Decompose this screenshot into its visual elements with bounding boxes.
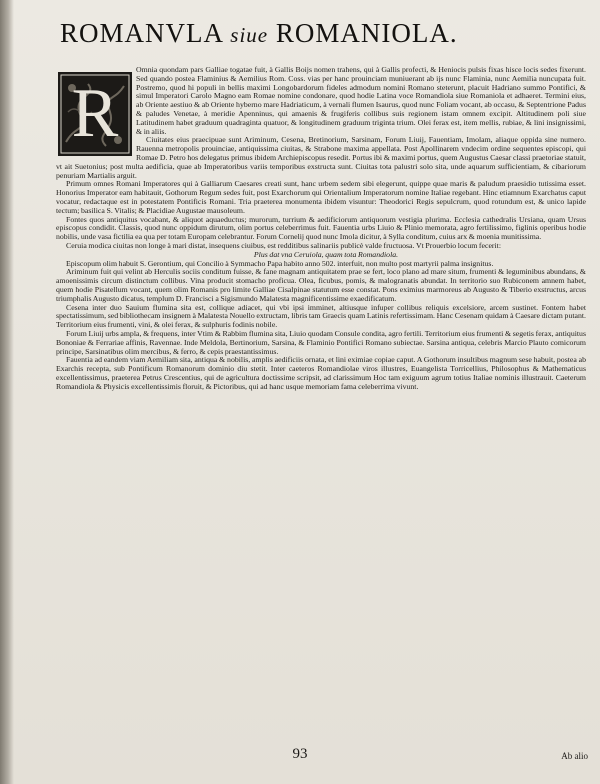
paragraph: Ariminum fuit qui velint ab Herculis sociis conditum fuisse, & fane magnam antiquitatem prae se fert, loco plano ad mare situm, frumenti & leguminibus abundans, & amoenissimis circum distinctum collibus. Vina producit stomacho proficua. Olea, ficubus, pomis, & malogranatis abundat. In territorio suo Rubiconem amnem habet, quem hodie Pisatellum vocant, quem olim Romanis pro limite Galliae Cisalpinae statutum esse constat. Pons eximius marmoreus ab Augusto & Tiberio exstructus, arcus triumphalis Augusto dicatus, templum D. Francisci a Sigismundo Malatesta magnificentissime exaedificatum. [56, 267, 586, 303]
page-number: 93 [292, 746, 308, 762]
paragraph: Fauentia ad eandem viam Aemiliam sita, antiqua & nobilis, amplis aedificiis ornata, et lini eximiae copiae caput. A Gothorum insultibus magnum sese habuit, postea ab Exarchis recepta, sub Pontificum Romanorum dominio diu stetit. Inter caeteros Romandiolae viros illustres, Euangelista Torricellius, Philosophus & Mathematicus excellentissimus, praeterea Petrus Crescentius, qui de agricultura doctissime scripsit, ad clarissimum Hoc tam exiguum agrum totius Italiae nominis illustrauit. Caeterum Romandiola & Physicis excellentissimis floruit, & Pictoribus, qui ad hanc usque memoriam fama celeberrima vivunt. [56, 355, 586, 391]
title-main: ROMANVLA [60, 18, 223, 48]
title-alt: ROMANIOLA. [275, 18, 458, 48]
paragraph: Ceruia modica ciuitas non longe à mari distat, insequens ciuibus, est redditibus salinariis publicè valde fructuosa. Vt Prouerbio locum fecerit: [66, 240, 502, 250]
title-connector: siue [230, 23, 269, 47]
paragraph: Episcopum olim habuit S. Gerontium, qui Concilio à Symmacho Papa habito anno 502. interfuit, non multo post martyrii palma insignitus. [66, 258, 494, 268]
page-title [60, 18, 580, 58]
proverb-verse: Plus dat vna Ceruiola, quam tota Romandiola. [253, 249, 399, 259]
paragraph: Ciuitates eius praecipuae sunt Ariminum, Cesena, Bretinorium, Sarsinam, Forum Liuij, Fauentiam, Imolam, aliaque oppida sine numero. Rauenna metropolis prouinciae, antiquissima ciuitas, & Strabone maxima appellata. Post Apollinarem vndecim ordine sequentes episcopi, qui Romae D. Petro hos delegatus primus ibidem Archiepiscopus resedit. Portus ibi & maximi portus, quem Augustus Caesar classi praetoriae statuit, vt ait Suetonius; post multa aedificia, quae ab Imperatoribus variis temporibus exstructa sunt. Ciuitas tota palustri solo sita, unde aquarum sufficientiam, & cibariorum penuriam Martialis arguit. [56, 135, 586, 180]
page-spine-shadow [0, 0, 14, 784]
paragraph: Primum omnes Romani Imperatores qui à Galliarum Caesares creati sunt, hanc urbem sedem sibi elegerunt, quippe quae maris & paludum praesidio tutissima esset. Honorius Imperator eam habitauit, Gothorum Regum sedes fuit, post Exarchorum qui Orientalium Imperatorum nomine Italiae regebant. Hinc etiamnum Exarchatus caput vocatur, redactaque est in potestatem Pontificis Romani. Tria praeterea monumenta ibidem visuntur: Theodorici Regis sepulcrum, quod rotundum est, & unico lapide tectum; basilica S. Vitalis; & Placidiae Augustae mausoleum. [56, 179, 586, 215]
paragraph: Forum Liuij urbs ampla, & frequens, inter Vtim & Rabbim flumina sita, Liuio quodam Consule condita, agro fertili. Territorium eius frumenti & segetis ferax, antiquitus Bononiae & Ferrariae affinis, Ravennae. Inde Meldola, Bertinorium, Sarsina, & Flaminio Pontifici Romano subiectae. Sarsina antiqua, celebris Marcio Plauto comicorum principe, Sarsinatibus olim mercibus, & ferro, & cepis praestantissimus. [56, 328, 586, 356]
paragraph: Fontes quos antiquitus vocabant, & aliquot aquaeductus; murorum, turrium & aedificiorum antiquorum vestigia plurima. Ecclesia cathedralis Ursiana, quam Ursus episcopus condidit. Classis, quod nunc oppidum dirutum, olim portus celeberrimus fuit. Fauentia urbs Liuio & Plinio memorata, agro fertilissimo, figlinis operibus hodie nobilis, unde vasa fictilia ea qua per totam Europam celebrantur. Forum Cornelij quod nunc Imola dicitur, à Sylla conditum, cuius arx & moenia munitissima. [56, 214, 586, 242]
drop-cap-letter: R [71, 75, 119, 152]
paragraph: Omnia quondam pars Galliae togatae fuit, à Gallis Boijs nomen trahens, qui à Gallis profecti, & Heniocis pulsis fixas hisce locis sedes fixerunt. Sed quando postea Flaminius & Aemilius Rom. Coss. vias per hanc prouinciam muniuerant ab ijs nunc Flaminia, nunc Aemilia nuncupata fuit. Postremo, quod hi populi in bellis maximi Longobardorum fideles admodum nomini Romano steterunt, placuit Hadriano summo Pontifici, & simul Imperatori Carolo Magno eam Romae nomine condonare, quod hodie Latina voce Romandiola siue Romaniola et adhaeret. Termini eius, ab Oriente aestiuo & ab Oriente hyberno mare Hadriaticum, à vernali flumen Isaurus, quod nunc Foliam vocant, ab occasu, & Septentrione Padus & paludes Venetae, à meridie Apenninus, qui amaenis & frugiferis collibus suis regionem istam omnem excipit. Altitudinem poli siue Latitudinem habet graduum quadraginta quatuor, & longitudinem graduum triginta trium. Olei ferax est, item mellis, rubiae, & lini insignissimi, & in aliis. [136, 66, 586, 136]
catchword: Ab alio [561, 751, 588, 761]
paragraph: Cesena inter duo Sauium flumina sita est, collique adiacet, qui vbi ipsi imminet, altiusque infuper collibus reliquis excelsiore, arcem sustinet. Fontem habet spectatissimum, sed bibliothecam insignem à Malatesta Nouello extructam, libris tam Graecis quam Latinis refertissimam. Hanc Cesenam quidam à Caesare dictam putant. Territorium eius frumenti, vini, & olei ferax, & sulphuris fodinis nobile. [56, 302, 586, 330]
body-text [56, 66, 586, 744]
